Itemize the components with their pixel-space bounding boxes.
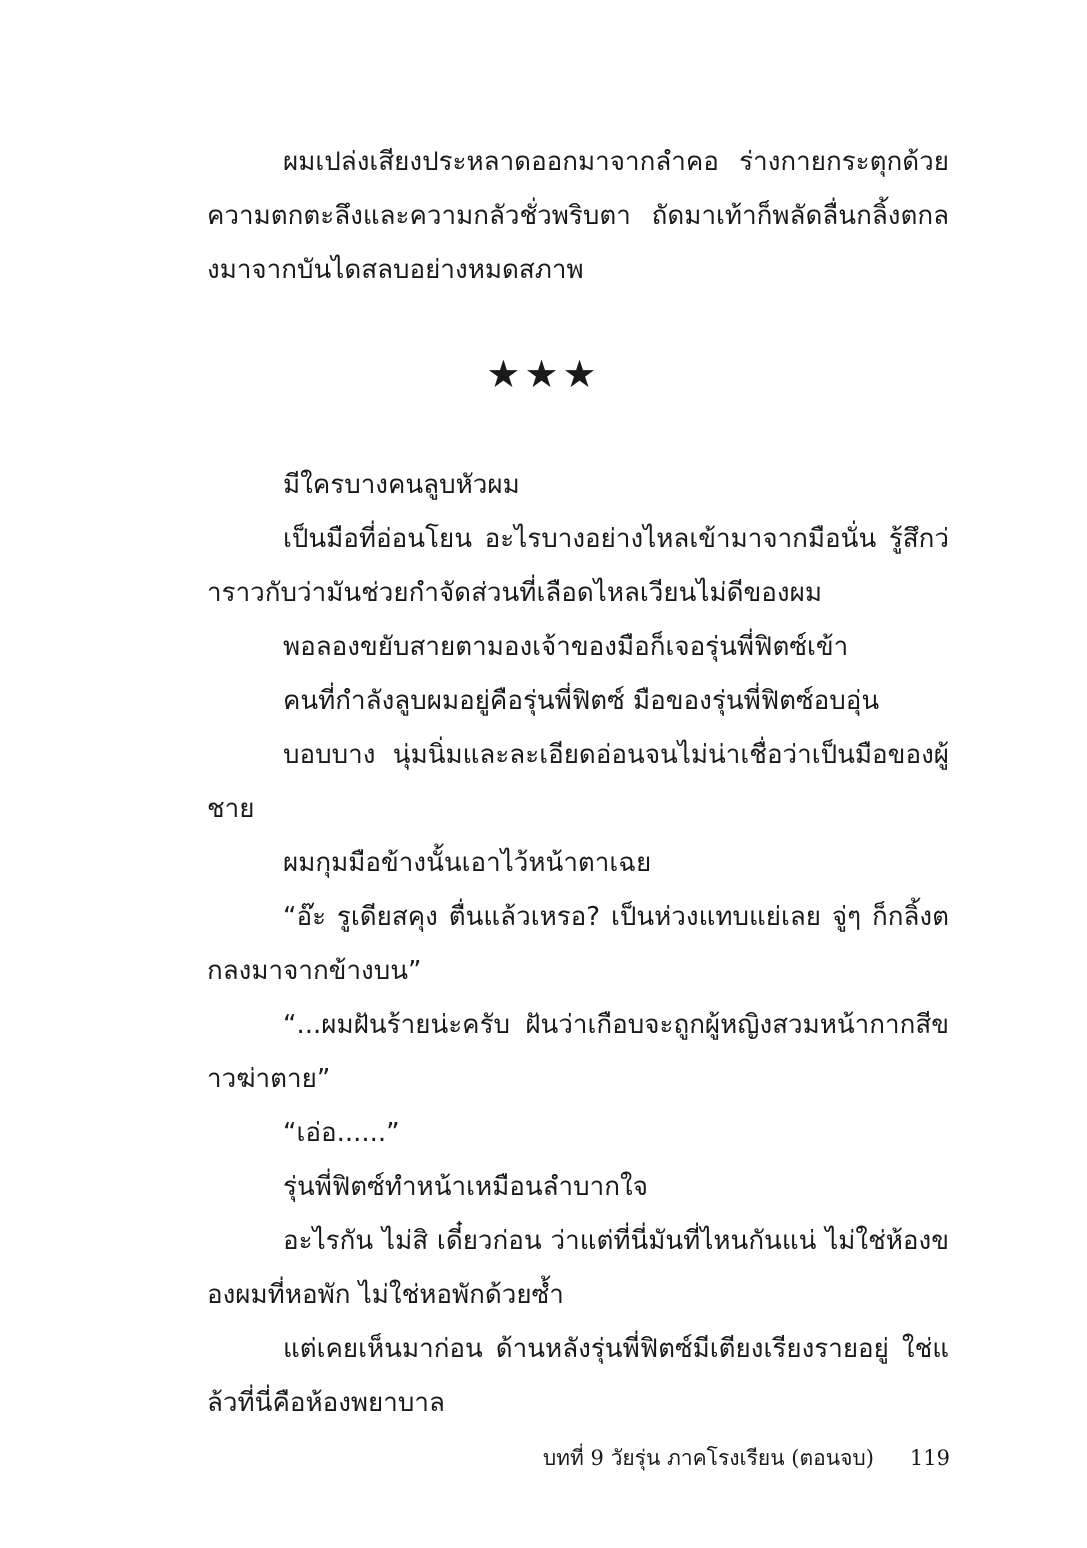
paragraph: แต่เคยเห็นมาก่อน ด้านหลังรุ่นพี่ฟิตซ์มีเตียงเรียงรายอยู่ ใช่แล้วที่นี่คือห้องพยาบาล — [207, 1334, 949, 1418]
paragraph: อะไรกัน ไม่สิ เดี๋ยวก่อน ว่าแต่ที่นี่มันที่ไหนกันแน่ ไม่ใช่ห้องของผมที่หอพัก ไม่ใช่หอพักด้วยซ้ำ — [207, 1226, 949, 1310]
page-number: 119 — [909, 1446, 950, 1470]
scene-break-stars: ★★★ — [486, 352, 601, 396]
text-block-main — [207, 458, 949, 1430]
paragraph: มีใครบางคนลูบหัวผม — [283, 470, 520, 500]
dialogue-paragraph: “เอ่อ......” — [283, 1118, 400, 1148]
dialogue-paragraph: “อ๊ะ รูเดียสคุง ตื่นแล้วเหรอ? เป็นห่วงแทบแย่เลย จู่ๆ ก็กลิ้งตกลงมาจากข้างบน” — [207, 902, 949, 986]
dialogue-paragraph: “...ผมฝันร้ายน่ะครับ ฝันว่าเกือบจะถูกผู้หญิงสวมหน้ากากสีขาวฆ่าตาย” — [207, 1010, 949, 1094]
page-footer — [543, 1442, 950, 1474]
paragraph: รุ่นพี่ฟิตซ์ทำหน้าเหมือนลำบากใจ — [283, 1172, 648, 1202]
text-block-top — [207, 135, 949, 297]
paragraph: คนที่กำลังลูบผมอยู่คือรุ่นพี่ฟิตซ์ มือของรุ่นพี่ฟิตซ์อบอุ่น — [283, 686, 880, 716]
running-header-chapter: บทที่ 9 วัยรุ่น ภาคโรงเรียน (ตอนจบ) — [542, 1446, 874, 1470]
paragraph: เป็นมือที่อ่อนโยน อะไรบางอย่างไหลเข้ามาจากมือนั่น รู้สึกว่าราวกับว่ามันช่วยกำจัดส่วนที่เลือดไหลเวียนไม่ดีของผม — [207, 524, 949, 608]
paragraph: ผมกุมมือข้างนั้นเอาไว้หน้าตาเฉย — [283, 848, 652, 878]
paragraph: พอลองขยับสายตามองเจ้าของมือก็เจอรุ่นพี่ฟิตซ์เข้า — [283, 632, 849, 662]
paragraph: ผมเปล่งเสียงประหลาดออกมาจากลำคอ ร่างกายกระตุกด้วยความตกตะลึงและความกลัวชั่วพริบตา ถัดมาเท้าก็พลัดลื่นกลิ้งตกลงมาจากบันไดสลบอย่างหมดสภาพ — [207, 147, 949, 285]
paragraph: บอบบาง นุ่มนิ่มและละเอียดอ่อนจนไม่น่าเชื่อว่าเป็นมือของผู้ชาย — [207, 740, 949, 824]
